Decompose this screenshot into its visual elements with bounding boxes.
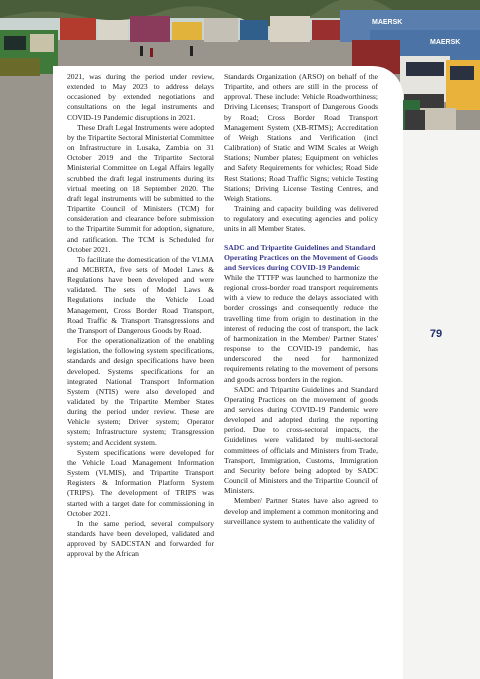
left-text-column [67, 72, 214, 560]
container-brand-text: MAERSK [372, 19, 403, 26]
body-paragraph: To facilitate the domestication of the VLMA and MCBRTA, five sets of Model Laws & Regulations have been developed and were validated. The sets of Model Laws & Regulations include the Vehicle Load Management, Cross Border Road Transport, Road Traffic & Transport Transgressions and the Transport of Dangerous Goods by Road. [67, 254, 214, 335]
container-brand-text-2: MAERSK [430, 39, 461, 46]
section-heading: SADC and Tripartite Guidelines and Standard Operating Practices on the Movement of Goods and Services during COVID-19 Pandemic [224, 242, 378, 272]
body-paragraph: While the TTTFP was launched to harmonize the regional cross-border road transport requirements with a view to reduce the delays associated with border crossings and consequently reduce the travelling time from origin to destination in the interest of reducing the cost of transport, the lack of harmonization in the Member/ Partner States' response to the COVID-19 pandemic, has underscored the need for harmonized requirements relating to the movement of persons and goods across borders in the region. [224, 272, 378, 384]
body-paragraph: Training and capacity building was delivered to regulatory and executing agencies and policy units in all Member States. [224, 204, 378, 234]
body-paragraph: System specifications were developed for the Vehicle Load Management Information System (VLMIS), and Tripartite Transport Registers & Information Platform System (TRIPS). The development of TRIPS was started with a target date for commissioning in October 2021. [67, 447, 214, 518]
page-number: 79 [429, 328, 443, 340]
body-paragraph: In the same period, several compulsory standards have been developed, validated and approved by SADCSTAN and forwarded for approval by the African [67, 518, 214, 559]
right-text-column [224, 72, 378, 527]
body-paragraph: Member/ Partner States have also agreed to develop and implement a common monitoring and surveillance system to authenticate the validity of [224, 496, 378, 526]
body-paragraph: 2021, was during the period under review, extended to May 2023 to address delays occasioned by extended negotiations and consultations on the legal instruments and COVID-19 Pandemic disruptions in 2021. [67, 72, 214, 122]
body-paragraph: Standards Organization (ARSO) on behalf of the Tripartite, and others are still in the process of approval. These include: Vehicle Roadworthiness; Driving Licenses; Transport of Dangerous Goods by Road; Cross Border Road Transport Management System (XB-RTMS); Accreditation of Weigh Stations and Verification (incl Calibration) of Static and WIM Scales at Weigh Stations; Number plates; Equipment on vehicles and Safety Requirements for vehicles; Road Side Rest Stations; Road Traffic Signs; vehicle Testing Stations; Driving License Testing Centres, and Weigh Stations. [224, 72, 378, 203]
body-paragraph: SADC and Tripartite Guidelines and Standard Operating Practices on the movement of goods and services during COVID-19 Pandemic were developed and adopted during the reporting period. Due to cross-sectoral impacts, the Guidelines were validated by multi-sectoral committees of officials and Ministers from Trade, Transport, Immigration, Customs, Immigration and Security before being adopted by SADC Council of Ministers and the Tripartite Council of Ministers. [224, 384, 378, 496]
body-paragraph: For the operationalization of the enabling legislation, the following system specifications, standards and design specifications have been developed. Systems specifications for an integrated National Transport Information System (NTIS) were also developed and validated by the Tripartite Member States during the period under review. These are Vehicle system; Driver system; Operator system; Infrastructure system; Transgression system; and Accident system. [67, 336, 214, 447]
body-paragraph: These Draft Legal Instruments were adopted by the Tripartite Sectoral Ministerial Committee on Infrastructure in Lusaka, Zambia on 31 October 2019 and the Tripartite Sectoral Ministerial Committee on Legal Affairs legally scrubbed the draft legal instruments during its virtual meeting on 18 September 2020. The draft legal instruments will be submitted to the Tripartite Council of Ministers (TCM) for consideration and clearance before submission to the Tripartite Summit for adoption, signature, and ratification. The TCM is Scheduled for October 2021. [67, 122, 214, 254]
